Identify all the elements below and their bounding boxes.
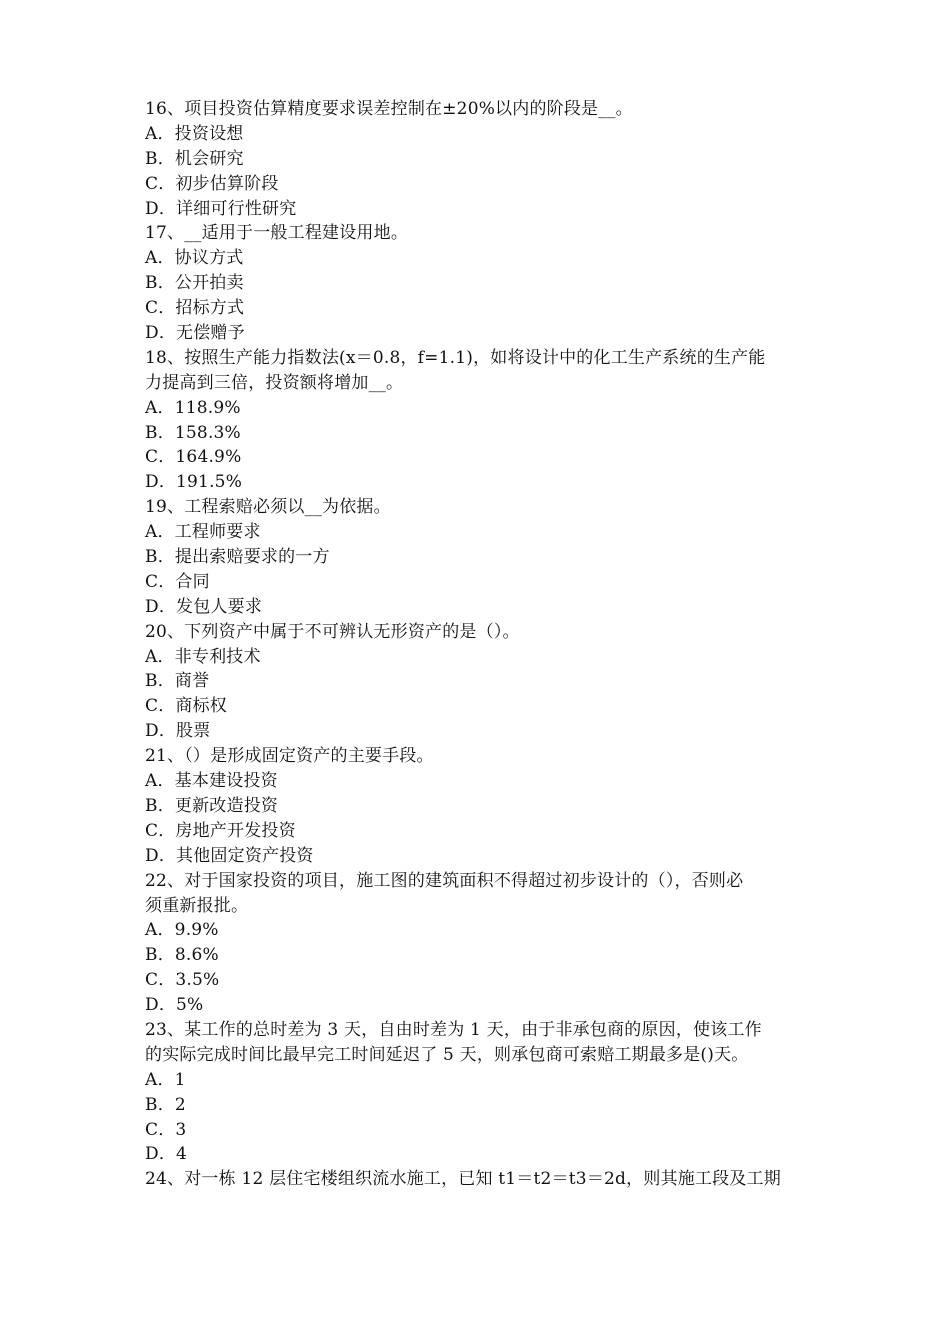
question-text-continued: 力提高到三倍，投资额将增加__。: [145, 372, 404, 393]
option-d: D．5%: [145, 995, 204, 1016]
option-d: D．股票: [145, 721, 211, 742]
option-c: C．3: [145, 1119, 187, 1140]
question-text: 23、某工作的总时差为 3 天，自由时差为 1 天，由于非承包商的原因，使该工作: [145, 1019, 762, 1040]
question-text: 20、下列资产中属于不可辨认无形资产的是（）。: [145, 621, 520, 642]
option-a: A．基本建设投资: [145, 771, 278, 792]
question-text: 18、按照生产能力指数法(x＝0.8，f=1.1)，如将设计中的化工生产系统的生产能: [145, 347, 766, 368]
option-b: B．公开拍卖: [145, 273, 244, 294]
option-b: B．8.6%: [145, 945, 219, 966]
option-c: C．房地产开发投资: [145, 820, 296, 841]
option-a: A．1: [145, 1069, 186, 1090]
question-19: [145, 495, 815, 619]
option-a: A．工程师要求: [145, 522, 261, 543]
option-a: A．118.9%: [145, 397, 241, 418]
option-b: B．2: [145, 1094, 186, 1115]
question-16: [145, 97, 815, 221]
question-24: [145, 1167, 815, 1192]
question-text: 16、项目投资估算精度要求误差控制在±20%以内的阶段是__。: [145, 99, 633, 119]
option-b: B．158.3%: [145, 422, 241, 443]
option-d: D．其他固定资产投资: [145, 845, 314, 866]
question-20: [145, 620, 815, 744]
question-18: [145, 346, 815, 495]
question-text-continued: 的实际完成时间比最早完工时间延迟了 5 天，则承包商可索赔工期最多是()天。: [145, 1044, 749, 1065]
option-c: C．164.9%: [145, 447, 242, 468]
option-d: D．4: [145, 1144, 188, 1165]
option-d: D．详细可行性研究: [145, 198, 297, 219]
option-c: C．3.5%: [145, 970, 220, 991]
option-c: C．商标权: [145, 696, 228, 717]
question-22: [145, 869, 815, 1018]
question-21: [145, 744, 815, 868]
option-c: C．招标方式: [145, 298, 245, 319]
question-text: 22、对于国家投资的项目，施工图的建筑面积不得超过初步设计的（），否则必: [145, 870, 744, 891]
option-c: C．初步估算阶段: [145, 173, 279, 194]
option-a: A．非专利技术: [145, 646, 261, 667]
option-d: D．无偿赠予: [145, 323, 245, 344]
option-b: B．机会研究: [145, 148, 244, 169]
option-d: D．191.5%: [145, 472, 243, 493]
document-page: [145, 97, 815, 1192]
option-a: A．9.9%: [145, 920, 219, 941]
option-b: B．更新改造投资: [145, 795, 279, 816]
option-a: A．协议方式: [145, 248, 244, 269]
option-d: D．发包人要求: [145, 596, 263, 617]
option-c: C．合同: [145, 571, 210, 592]
question-text-continued: 须重新报批。: [145, 895, 249, 916]
question-text: 24、对一栋 12 层住宅楼组织流水施工，已知 t1＝t2＝t3＝2d，则其施工段及工期: [145, 1169, 781, 1190]
question-23: [145, 1018, 815, 1167]
question-text: 19、工程索赔必须以__为依据。: [145, 497, 391, 518]
question-text: 17、__适用于一般工程建设用地。: [145, 223, 409, 244]
option-a: A．投资设想: [145, 123, 244, 144]
question-text: 21、（）是形成固定资产的主要手段。: [145, 746, 434, 767]
option-b: B．提出索赔要求的一方: [145, 547, 330, 568]
question-17: [145, 221, 815, 345]
option-b: B．商誉: [145, 671, 210, 692]
